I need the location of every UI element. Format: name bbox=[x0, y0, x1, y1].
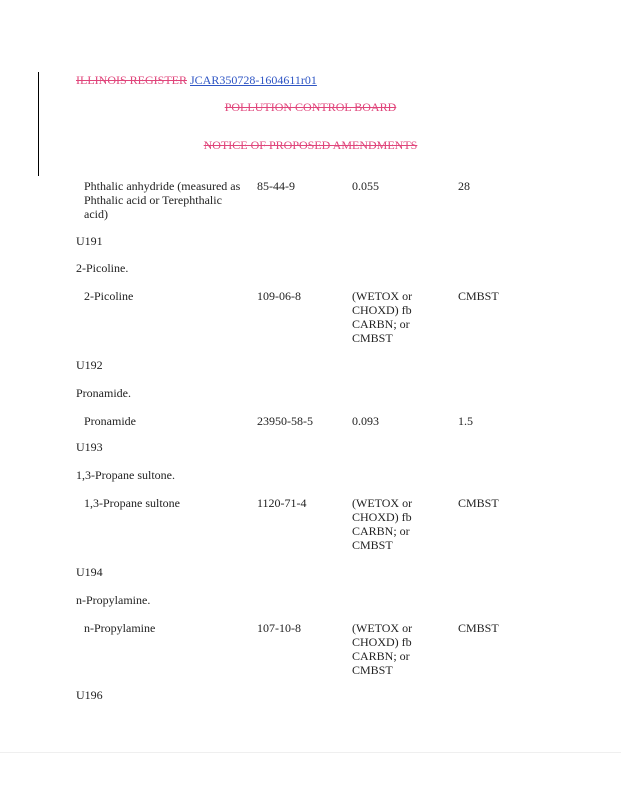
wastewater-standard-line: CARBN; or bbox=[352, 524, 410, 538]
nonwastewater-standard: CMBST bbox=[458, 496, 499, 510]
nonwastewater-standard: 1.5 bbox=[458, 414, 473, 428]
wastewater-standard-line: (WETOX or bbox=[352, 289, 413, 303]
cas-number: 1120-71-4 bbox=[257, 496, 307, 510]
cas-number: 109-06-8 bbox=[257, 289, 301, 303]
constituent-name-line: Phthalic anhydride (measured as bbox=[84, 179, 241, 193]
constituent-name-line: acid) bbox=[84, 207, 108, 221]
register-header bbox=[76, 73, 317, 87]
cas-number: 107-10-8 bbox=[257, 621, 301, 635]
nonwastewater-standard: CMBST bbox=[458, 621, 499, 635]
waste-code: U193 bbox=[76, 440, 103, 454]
wastewater-standard-line: CHOXD) fb bbox=[352, 635, 412, 649]
constituent-name-line: Phthalic acid or Terephthalic bbox=[84, 193, 222, 207]
wastewater-standard-line: CMBST bbox=[352, 663, 393, 677]
waste-code: U192 bbox=[76, 358, 103, 372]
waste-title: Pronamide. bbox=[76, 386, 131, 400]
wastewater-standard: 0.055 bbox=[352, 179, 379, 193]
waste-title: 1,3-Propane sultone. bbox=[76, 468, 175, 482]
constituent-name: n-Propylamine bbox=[84, 621, 156, 635]
register-name-struck: ILLINOIS REGISTER bbox=[76, 73, 187, 87]
constituent-name: Pronamide bbox=[84, 414, 136, 428]
constituent-name: 2-Picoline bbox=[84, 289, 134, 303]
wastewater-standard: 0.093 bbox=[352, 414, 379, 428]
page-bottom-edge bbox=[0, 752, 621, 753]
wastewater-standard-line: CHOXD) fb bbox=[352, 510, 412, 524]
agency-name: POLLUTION CONTROL BOARD bbox=[224, 100, 397, 114]
waste-code: U191 bbox=[76, 234, 103, 248]
waste-code: U196 bbox=[76, 688, 103, 702]
wastewater-standard-line: (WETOX or bbox=[352, 621, 413, 635]
notice-title: NOTICE OF PROPOSED AMENDMENTS bbox=[203, 138, 418, 152]
wastewater-standard-line: CMBST bbox=[352, 538, 393, 552]
waste-title: n-Propylamine. bbox=[76, 593, 151, 607]
nonwastewater-standard: 28 bbox=[458, 179, 470, 193]
waste-title: 2-Picoline. bbox=[76, 261, 129, 275]
revision-bar bbox=[38, 72, 39, 176]
wastewater-standard-line: CARBN; or bbox=[352, 649, 410, 663]
waste-code: U194 bbox=[76, 565, 103, 579]
nonwastewater-standard: CMBST bbox=[458, 289, 499, 303]
cas-number: 23950-58-5 bbox=[257, 414, 313, 428]
wastewater-standard-line: CHOXD) fb bbox=[352, 303, 412, 317]
wastewater-standard-line: CARBN; or bbox=[352, 317, 410, 331]
jcar-document-id: JCAR350728-1604611r01 bbox=[190, 73, 317, 87]
cas-number: 85-44-9 bbox=[257, 179, 295, 193]
constituent-name: 1,3-Propane sultone bbox=[84, 496, 180, 510]
wastewater-standard-line: (WETOX or bbox=[352, 496, 413, 510]
wastewater-standard-line: CMBST bbox=[352, 331, 393, 345]
